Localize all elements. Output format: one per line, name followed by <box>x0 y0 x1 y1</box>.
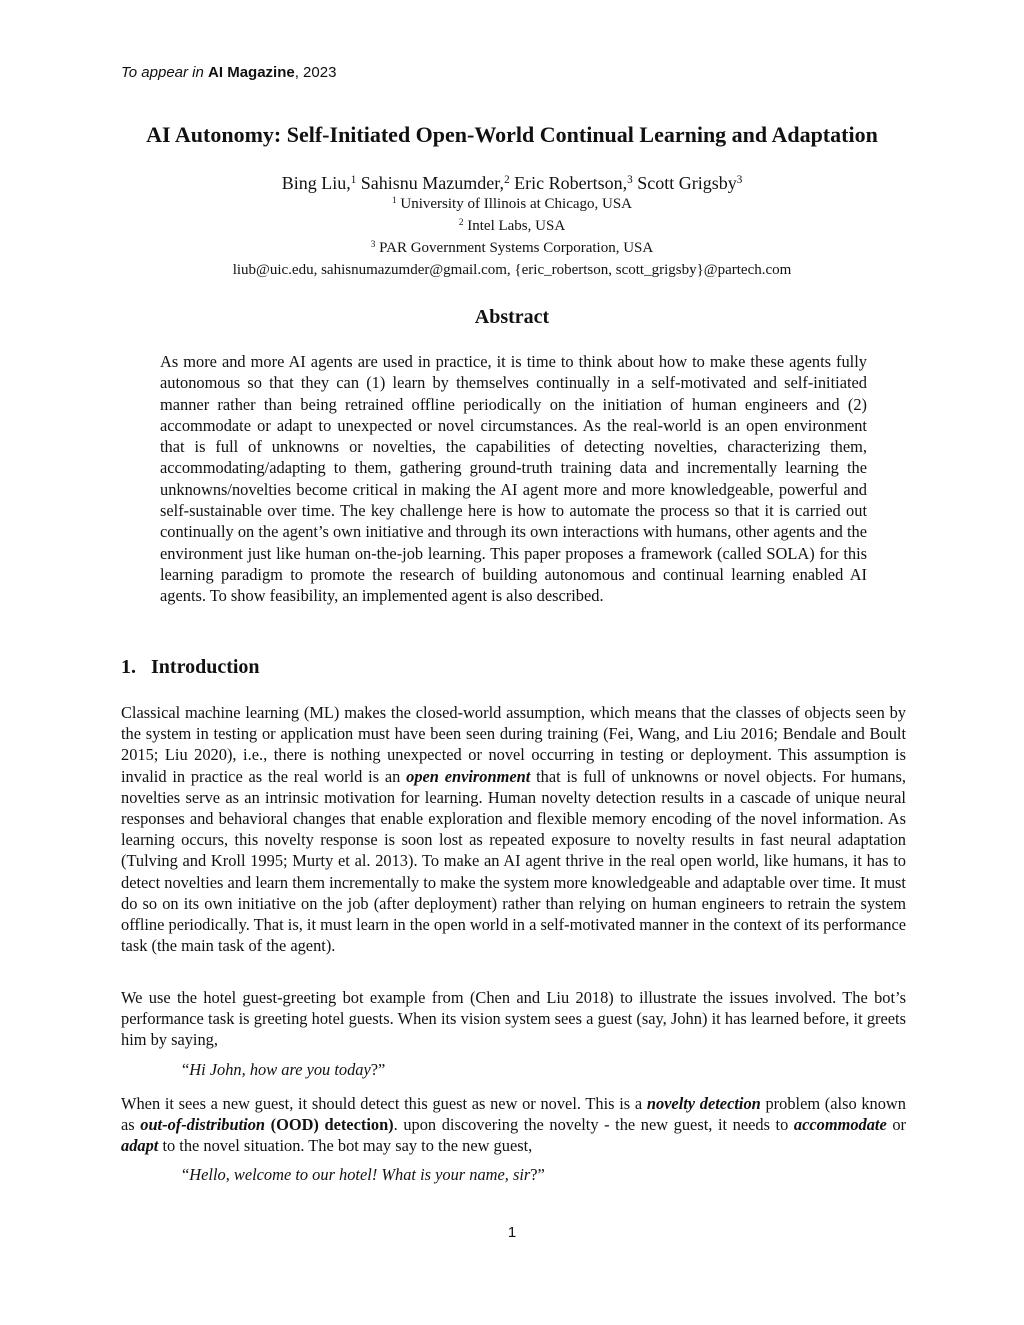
affiliation-mark: 2 <box>458 217 464 228</box>
emphasis-term: out-of-distribution <box>140 1115 266 1135</box>
section-heading <box>121 656 260 679</box>
paper-title: AI Autonomy: Self-Initiated Open-World Continual Learning and Adaptation <box>146 122 878 147</box>
paragraph-text: . upon discovering the novelty - the new guest, it needs to <box>393 1115 789 1135</box>
publication-note-year: , 2023 <box>294 64 337 81</box>
author-emails: liub@uic.edu, sahisnumazumder@gmail.com, {eric_robertson, scott_grigsby}@partech.com <box>232 262 792 278</box>
affiliation-name: Intel Labs, USA <box>467 218 566 234</box>
dialogue-quote <box>182 1060 385 1080</box>
quote-open: “ <box>182 1060 190 1079</box>
paragraph-text: to the novel situation. The bot may say to the new guest, <box>162 1136 533 1156</box>
quote-open: “ <box>182 1165 190 1184</box>
author-affiliation-mark: 1 <box>350 173 357 186</box>
dialogue-quote <box>182 1165 545 1185</box>
body-paragraph <box>121 1093 906 1157</box>
quote-text: Hi John, how are you today <box>189 1060 371 1079</box>
author-affiliation-mark: 2 <box>504 173 510 186</box>
affiliation <box>0 218 1024 235</box>
publication-note-venue: AI Magazine <box>208 64 295 81</box>
quote-close: ?” <box>370 1060 386 1079</box>
affiliation-mark: 3 <box>370 239 376 250</box>
paragraph-text: problem (also known as <box>121 1094 906 1135</box>
author-name: Bing Liu, <box>281 173 351 193</box>
bold-term: (OOD) detection) <box>270 1115 394 1135</box>
emphasis-term: novelty detection <box>646 1094 761 1113</box>
abstract-text: As more and more AI agents are used in practice, it is time to think about how to make these agents fully autonomous so that they can (1) learn by themselves continually in a self-motivated and self-initiated manner rather than being retrained offline periodically on the initiation of human engineers and (2) accommodate or adapt to unexpected or novel circumstances. As the real-world is an open environment that is full of unknowns or novelties, the capabilities of detecting novelties, characterizing them, accommodating/adapting to them, gathering ground-truth training data and incrementally learning the unknowns/novelties become critical in making the AI agent more and more knowledgeable, powerful and self-sustainable over time. The key challenge here is how to automate the process so that it is carried out continually on the agent’s own initiative and through its own interactions with humans, other agents and the environment just like human on-the-job learning. This paper proposes a framework (called SOLA) for this learning paradigm to promote the research of building autonomous and continual learning enabled AI agents. To show feasibility, an implemented agent is also described. <box>160 352 867 606</box>
affiliation-name: University of Illinois at Chicago, USA <box>400 196 633 212</box>
emphasis-term: adapt <box>121 1136 159 1156</box>
affiliation <box>0 240 1024 257</box>
affiliation-mark: 1 <box>391 195 397 206</box>
body-paragraph: We use the hotel guest-greeting bot example from (Chen and Liu 2018) to illustrate the issues involved. The bot’s performance task is greeting hotel guests. When its vision system sees a guest (say, John) it has learned before, it greets him by saying, <box>121 988 906 1050</box>
publication-note <box>121 64 336 81</box>
affiliation-name: PAR Government Systems Corporation, USA <box>379 240 654 256</box>
author-name: Sahisnu Mazumder, <box>360 173 505 193</box>
paragraph-text: or <box>892 1115 906 1135</box>
section-title: Introduction <box>151 656 260 678</box>
emphasis-term: open environment <box>406 766 531 786</box>
emphasis-term: accommodate <box>793 1115 887 1135</box>
paragraph-text: that is full of unknowns or novel objects. For humans, novelties serve as an intrinsic motivation for learning. Human novelty detection results in a cascade of unique neural responses and behavioral changes that enable exploration and flexible memory encoding of the novel information. As learning occurs, this novelty response is soon lost as repeated exposure to novelty results in fast neural adaptation (Tulving and Kroll 1995; Murty et al. 2013). To make an AI agent thrive in the real open world, like humans, it has to detect novelties and learn them incrementally to make the system more knowledgeable and adaptable over time. It must do so on its own initiative on the job (after deployment) rather than relying on human engineers to retrain the system offline periodically. That is, it must learn in the open world in a self-motivated manner in the context of its performance task (the main task of the agent). <box>121 766 907 956</box>
affiliation <box>0 196 1024 213</box>
author-list <box>0 173 1024 194</box>
abstract-heading: Abstract <box>474 306 550 328</box>
quote-text: Hello, welcome to our hotel! What is your name, sir <box>189 1165 531 1184</box>
author-affiliation-mark: 3 <box>627 173 633 186</box>
paragraph-text: When it sees a new guest, it should detect this guest as new or novel. This is a <box>121 1094 643 1113</box>
author-name: Eric Robertson, <box>514 173 628 193</box>
author-affiliation-mark: 3 <box>736 173 743 186</box>
quote-close: ?” <box>530 1165 545 1184</box>
author-name: Scott Grigsby <box>637 173 737 193</box>
section-number: 1. <box>121 656 136 678</box>
paragraph-text: Classical machine learning (ML) makes the closed-world assumption, which means that the classes of objects seen by the system in testing or application must have been seen during training (Fei, Wang, and Liu 2016; Bendale and Boult 2015; Liu 2020), i.e., there is nothing unexpected or novel occurring in testing or deployment. This assumption is invalid in practice as the real world is an <box>121 703 906 786</box>
page-number: 1 <box>507 1224 517 1241</box>
publication-note-prefix: To appear in <box>121 64 204 81</box>
body-paragraph <box>121 702 906 956</box>
